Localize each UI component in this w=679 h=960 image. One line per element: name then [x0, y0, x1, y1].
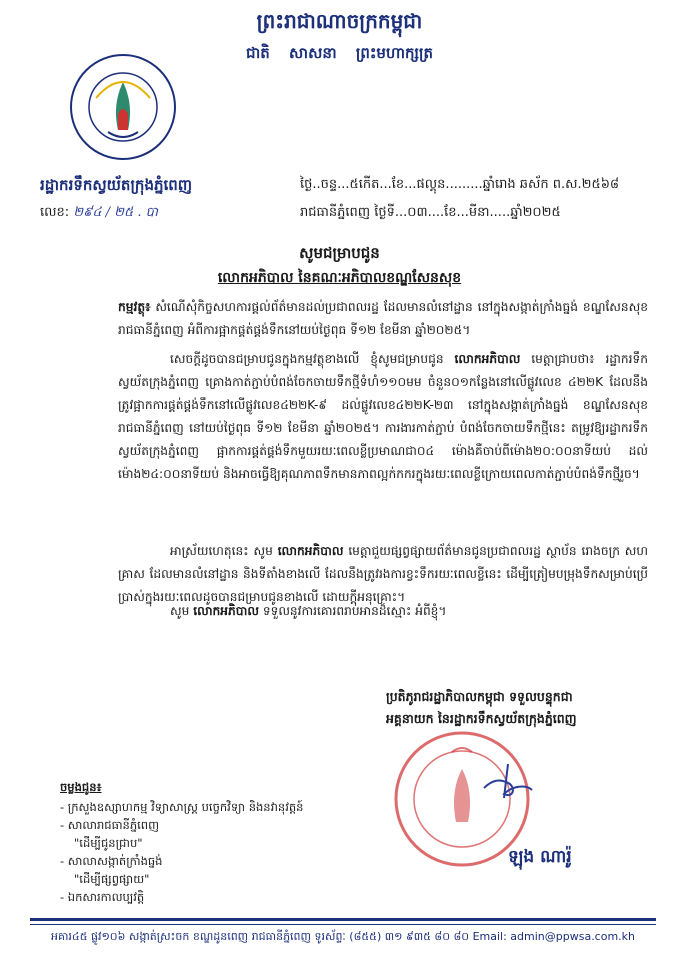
closing-start: សូម — [170, 604, 194, 618]
para2-start: អាស្រ័យហេតុនេះ សូម — [170, 544, 278, 558]
signatory-title-line-2: អគ្គនាយក នៃរដ្ឋាករទឹកស្វយ័តក្រុងភ្នំពេញ — [386, 711, 577, 726]
para1-rest: មេត្តាជ្រាបថា៖ រដ្ឋាករទឹកស្វយ័តក្រុងភ្នំពេញ គ្រោងកាត់ភ្ជាប់បំពង់ចែកចាយទឹកថ្មីទំហំ១១០មម ចំនួន០១កន្លែងនៅលើផ្លូវលេខ ៤២២K ដែលនឹងត្រូវផ្អាកការផ្គត់ផ្គង់ទឹកនៅលើផ្លូវលេខ៤២២K-៩ ដល់ផ្លូវលេខ៤២២K-២៣ នៅក្នុងសង្កាត់ក្រាំងធ្នង់ ខណ្ឌសែនសុខ រាជធានីភ្នំពេញ នៅយប់ថ្ងៃពុធ ទី១២ ខែមីនា ឆ្នាំ២០២៥។ ការងារកាត់ភ្ជាប់ បំពង់ចែកចាយទឹកថ្មីនេះ តម្រូវឱ្យរដ្ឋាករទឹកស្វយ័តក្រុងភ្នំពេញ ផ្អាកការផ្គត់ផ្គង់ទឹកមួយរយៈពេលខ្លីប្រមាណជា០៤ ម៉ោងគឺចាប់ពីម៉ោង២០:០០នាទីយប់ ដល់ម៉ោង២៤:០០នាទីយប់ និងអាចធ្វើឱ្យគុណភាពទឹកមានភាពល្អក់កករក្នុងរយៈពេលខ្លីក្រោយពេលកាត់ភ្ជាប់បំពង់ទឹកថ្មីរួច។ — [118, 352, 648, 481]
para1-bold: លោកអភិបាល — [454, 352, 521, 366]
cc-item: - សាលារាជធានីភ្នំពេញ — [60, 818, 160, 832]
cc-item: - ឯកសារកាលប្បវត្តិ — [60, 890, 145, 904]
footer-rule — [30, 918, 656, 921]
closing-bold: លោកអភិបាល — [193, 604, 259, 618]
signatory-name: ឡុង ណារ៉ូ — [508, 847, 572, 867]
ref-label: លេខ: — [40, 205, 70, 220]
cc-list — [60, 778, 303, 906]
signatory-title-line-1: ប្រតិភូរាជរដ្ឋាភិបាលកម្ពុជា ទទួលបន្ទុកជា — [386, 689, 573, 704]
letter-paragraph-2 — [118, 540, 648, 609]
letter-closing — [170, 600, 650, 623]
ref-value: ២៩៤ / ២៥ . បា — [73, 205, 158, 220]
cc-item: "ដើម្បីផ្សព្វផ្សាយ" — [74, 872, 150, 886]
closing-rest: ទទួលនូវការគោរពរាប់អានដ៏ស្មោះ អំពីខ្ញុំ។ — [258, 604, 447, 618]
subject-text: សំណើសុំកិច្ចសហការផ្តល់ព័ត៌មានដល់ប្រជាពលរដ្ឋ ដែលមានលំនៅដ្ឋាន នៅក្នុងសង្កាត់ក្រាំងធ្នង់ ខណ្ឌសែនសុខ រាជធានីភ្នំពេញ អំពីការផ្អាកផ្គត់ផ្គង់ទឹកនៅយប់ថ្ងៃពុធ ទី១២ ខែមីនា ឆ្នាំ២០២៥។ — [118, 300, 648, 337]
national-motto: ជាតិ សាសនា ព្រះមហាក្សត្រ — [246, 44, 433, 62]
cc-item: - ក្រសួងឧស្សាហកម្ម វិទ្យាសាស្ត្រ បច្ចេកវិទ្យា និងនវានុវត្តន៍ — [60, 800, 304, 814]
letter-paragraph-1 — [118, 348, 648, 486]
gregorian-date: រាជធានីភ្នំពេញ ថ្ងៃទី...០៣....ខែ...មីនា.....ឆ្នាំ២០២៥ — [300, 205, 561, 220]
para2-bold: លោកអភិបាល — [277, 544, 344, 558]
ppwsa-logo — [68, 52, 178, 162]
para1-start: សេចក្តីដូចបានជម្រាបជូនក្នុងកម្មវត្ថុខាងលើ ខ្ញុំសូមជម្រាបជូន — [170, 352, 455, 366]
letter-heading: សូមជម្រាបជូន — [299, 244, 380, 262]
footer-address: អគារ៤៥ ផ្លូវ១០៦ សង្កាត់ស្រះចក ខណ្ឌដូនពេញ រាជធានីភ្នំពេញ ទូរស័ព្ទៈ (៨៥៥) ៣១ ៩៣៥ ៨០ ៨០ Email: admin@ppwsa.com.kh — [50, 930, 636, 943]
lunar-date: ថ្ងៃ..ចន្ទ...៥កើត...ខែ...ផល្គុន.........ឆ្នាំរោង ឆស័ក ព.ស.២៥៦៨ — [300, 177, 620, 192]
letter-subject — [118, 296, 648, 342]
cc-title: ចម្លងជូន៖ — [60, 780, 102, 794]
kingdom-title: ព្រះរាជាណាចក្រកម្ពុជា — [256, 9, 423, 33]
cc-item: - សាលាសង្កាត់ក្រាំងធ្នង់ — [60, 854, 163, 868]
para2-rest: មេត្តាជួយផ្សព្វផ្សាយព័ត៌មានជូនប្រជាពលរដ្ឋ ស្ថាប័ន រោងចក្រ សហគ្រាស ដែលមានលំនៅដ្ឋាន និងទីតាំងខាងលើ ដែលនឹងត្រូវរងការខ្វះទឹករយៈពេលខ្លីនេះ ដើម្បីត្រៀមបម្រុងទឹកសម្រាប់ប្រើប្រាស់ក្នុងរយៈពេលដូចបានជម្រាបជូនខាងលើ ដោយក្តីអនុគ្រោះ។ — [118, 544, 649, 604]
subject-label: កម្មវត្ថុ៖ — [118, 300, 151, 314]
letter-recipient: លោកអភិបាល នៃគណៈអភិបាលខណ្ឌសែនសុខ — [217, 270, 462, 286]
cc-item: "ដើម្បីជូនជ្រាប" — [74, 836, 143, 850]
org-name: រដ្ឋាករទឹកស្វយ័តក្រុងភ្នំពេញ — [40, 176, 193, 194]
footer-rule-thin — [30, 924, 656, 925]
reference-number — [40, 204, 158, 223]
